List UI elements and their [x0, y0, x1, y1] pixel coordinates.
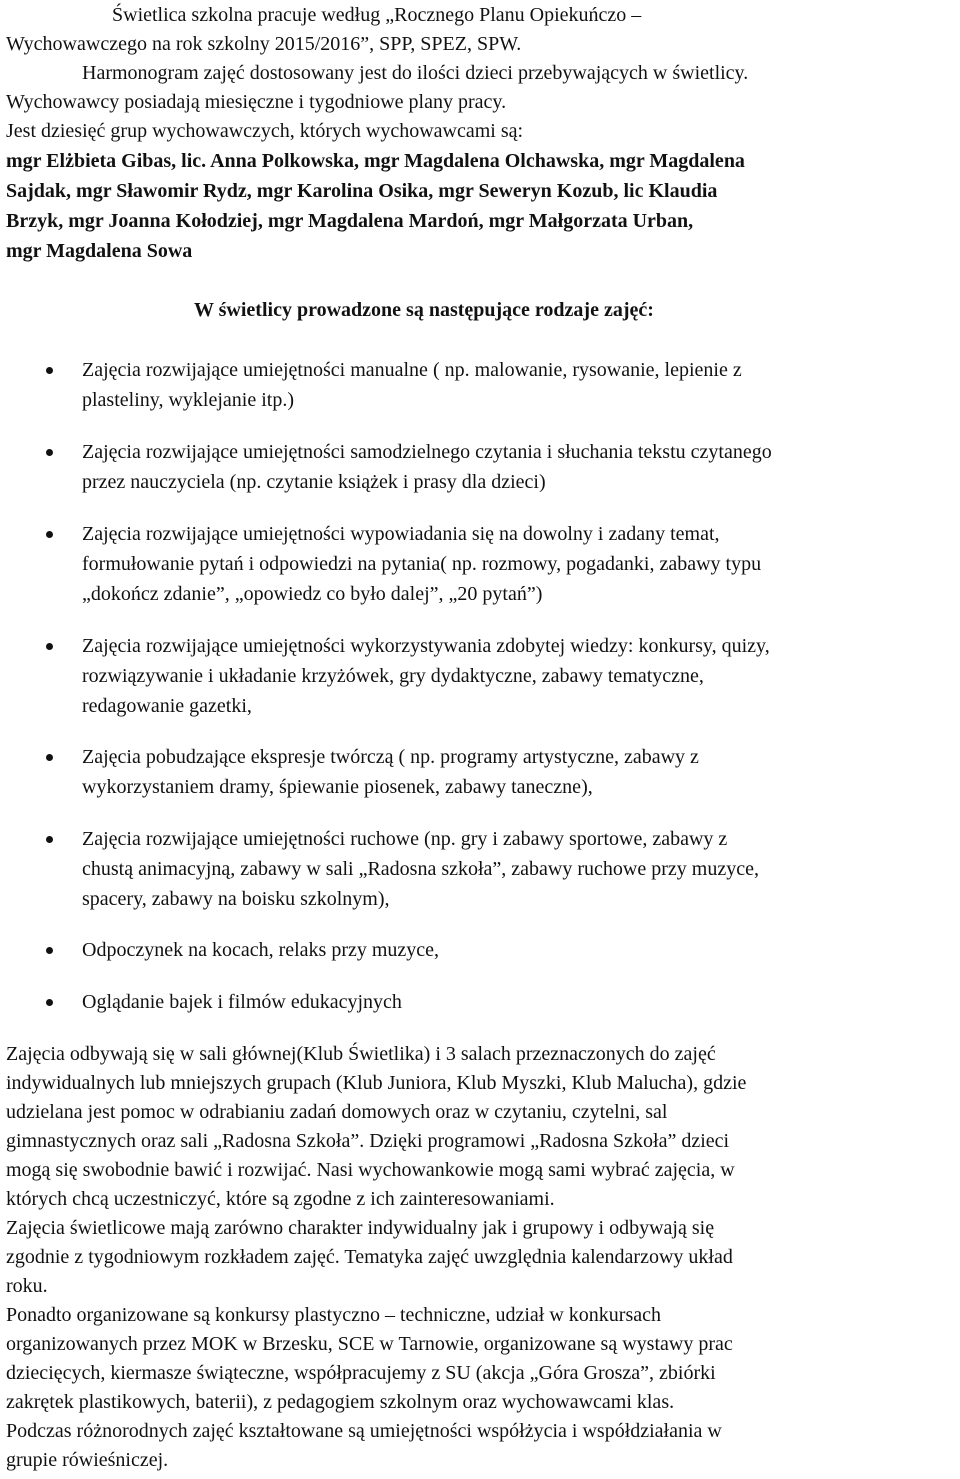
intro-line-4: Wychowawcy posiadają miesięczne i tygodniowe plany pracy.: [6, 91, 507, 113]
bullet-icon: [46, 643, 53, 650]
closing-line: Zajęcia świetlicowe mają zarówno charakter indywidualny jak i grupowy i odbywają się: [6, 1217, 715, 1239]
staff-line-3: Brzyk, mgr Joanna Kołodziej, mgr Magdalena Mardoń, mgr Małgorzata Urban,: [6, 210, 694, 232]
closing-line: organizowanych przez MOK w Brzesku, SCE w Tarnowie, organizowane są wystawy prac: [6, 1333, 733, 1355]
section-heading: W świetlicy prowadzone są następujące rodzaje zajęć:: [194, 299, 654, 321]
list-item-line: Odpoczynek na kocach, relaks przy muzyce,: [82, 939, 440, 961]
list-item-line: plasteliny, wyklejanie itp.): [82, 389, 294, 411]
list-item-line: Zajęcia rozwijające umiejętności wykorzystywania zdobytej wiedzy: konkursy, quizy,: [82, 635, 770, 657]
closing-line: zgodnie z tygodniowym rozkładem zajęć. Tematyka zajęć uwzględnia kalendarzowy układ: [6, 1246, 733, 1268]
closing-line: dziecięcych, kiermasze świąteczne, współpracujemy z SU (akcja „Góra Grosza”, zbiórki: [6, 1362, 716, 1384]
bullet-icon: [46, 449, 53, 456]
closing-line: Zajęcia odbywają się w sali głównej(Klub Świetlika) i 3 salach przeznaczonych do zajęć: [6, 1043, 716, 1065]
list-item-line: „dokończ zdanie”, „opowiedz co było dalej”, „20 pytań”): [82, 583, 543, 605]
bullet-icon: [46, 754, 53, 761]
list-item-line: Zajęcia rozwijające umiejętności manualne ( np. malowanie, rysowanie, lepienie z: [82, 359, 742, 381]
bullet-icon: [46, 531, 53, 538]
intro-line-5: Jest dziesięć grup wychowawczych, których wychowawcami są:: [6, 120, 524, 142]
closing-line: roku.: [6, 1275, 48, 1297]
intro-line-3: Harmonogram zajęć dostosowany jest do ilości dzieci przebywających w świetlicy.: [82, 62, 749, 84]
staff-line-1: mgr Elżbieta Gibas, lic. Anna Polkowska, mgr Magdalena Olchawska, mgr Magdalena: [6, 150, 745, 172]
list-item-line: wykorzystaniem dramy, śpiewanie piosenek, zabawy taneczne),: [82, 776, 593, 798]
staff-line-4: mgr Magdalena Sowa: [6, 240, 193, 262]
closing-line: zakrętek plastikowych, baterii), z pedagogiem szkolnym oraz wychowawcami klas.: [6, 1391, 675, 1413]
list-item-line: Oglądanie bajek i filmów edukacyjnych: [82, 991, 402, 1013]
staff-line-2: Sajdak, mgr Sławomir Rydz, mgr Karolina Osika, mgr Seweryn Kozub, lic Klaudia: [6, 180, 718, 202]
closing-line: których chcą uczestniczyć, które są zgodne z ich zainteresowaniami.: [6, 1188, 555, 1210]
closing-line: Ponadto organizowane są konkursy plastyczno – techniczne, udział w konkursach: [6, 1304, 661, 1326]
bullet-icon: [46, 367, 53, 374]
bullet-icon: [46, 836, 53, 843]
list-item-line: Zajęcia rozwijające umiejętności wypowiadania się na dowolny i zadany temat,: [82, 523, 720, 545]
intro-line-2: Wychowawczego na rok szkolny 2015/2016”, SPP, SPEZ, SPW.: [6, 33, 522, 55]
closing-line: udzielana jest pomoc w odrabianiu zadań domowych oraz w czytaniu, czytelni, sal: [6, 1101, 668, 1123]
list-item-line: Zajęcia pobudzające ekspresje twórczą ( np. programy artystyczne, zabawy z: [82, 746, 699, 768]
closing-line: indywidualnych lub mniejszych grupach (Klub Juniora, Klub Myszki, Klub Malucha), gdzie: [6, 1072, 747, 1094]
list-item-line: formułowanie pytań i odpowiedzi na pytania( np. rozmowy, pogadanki, zabawy typu: [82, 553, 762, 575]
list-item-line: spacery, zabawy na boisku szkolnym),: [82, 888, 390, 910]
list-item-line: Zajęcia rozwijające umiejętności samodzielnego czytania i słuchania tekstu czytanego: [82, 441, 772, 463]
bullet-icon: [46, 999, 53, 1006]
list-item-line: Zajęcia rozwijające umiejętności ruchowe (np. gry i zabawy sportowe, zabawy z: [82, 828, 728, 850]
list-item-line: redagowanie gazetki,: [82, 695, 252, 717]
closing-line: grupie rówieśniczej.: [6, 1449, 169, 1471]
intro-line-1: Świetlica szkolna pracuje według „Rocznego Planu Opiekuńczo –: [112, 4, 642, 26]
bullet-icon: [46, 947, 53, 954]
closing-line: Podczas różnorodnych zajęć kształtowane są umiejętności współżycia i współdziałania w: [6, 1420, 722, 1442]
list-item-line: rozwiązywanie i układanie krzyżówek, gry dydaktyczne, zabawy tematyczne,: [82, 665, 704, 687]
closing-line: gimnastycznych oraz sali „Radosna Szkoła”. Dzięki programowi „Radosna Szkoła” dzieci: [6, 1130, 730, 1152]
closing-line: mogą się swobodnie bawić i rozwijać. Nasi wychowankowie mogą sami wybrać zajęcia, w: [6, 1159, 735, 1181]
list-item-line: chustą animacyjną, zabawy w sali „Radosna szkoła”, zabawy ruchowe przy muzyce,: [82, 858, 759, 880]
list-item-line: przez nauczyciela (np. czytanie książek i prasy dla dzieci): [82, 471, 546, 493]
